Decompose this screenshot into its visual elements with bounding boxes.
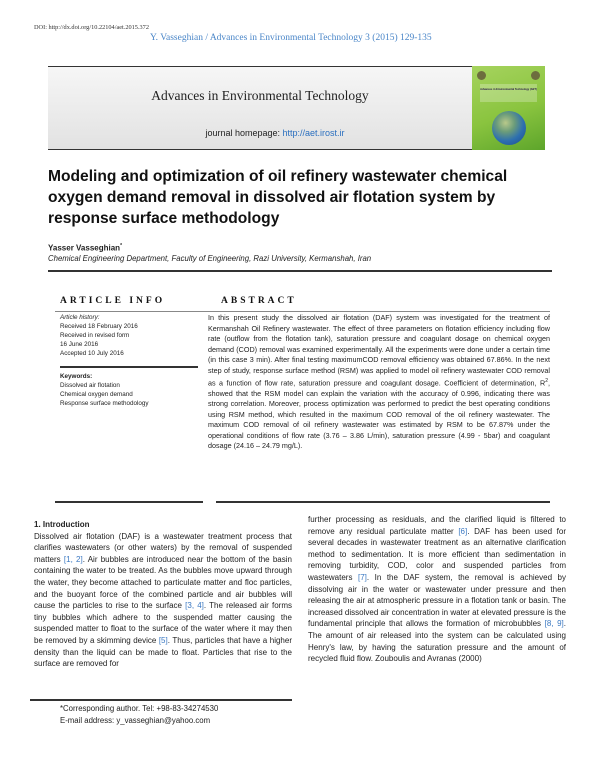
emblem-icon: [477, 71, 486, 80]
citation-link[interactable]: [3, 4]: [185, 601, 204, 611]
abstract-text: In this present study the dissolved air flotation (DAF) system was investigated for the treatment of Kermanshah Oil Refinery wastewater. The effect of three parameters on flotation efficiency including flow rate (outflow from the flotation tank), saturation pressure and coagulant dosage on chemical oxygen demand (COD) removal was examined experimentally. All the experiments were done under a certain time (in this case 3 min). After final testing maximumCOD removal efficiency was obtained 67.86%. In the next step of study, response surface method (RSM) was applied to model oil refinery wastewater COD removal as a function of flow rate, saturation pressure and coagulant dosage. Coefficient of determination, $R^2$, showed that the RSM model can explain the variation with the accuracy of 0.996, indicating there was strong correlation. Moreover, process optimization was performed to predict the best operating conditions using RSM method, which resulted in the maximum COD removal of the oil refinery wastewater. The maximum COD removal of oil refinery wastewater was estimated by RSM to be 67.87% under the operational conditions of flow rate (3.76 – 3.86 L/min), saturation pressure (4.99 - 5bar) and coagulant dosage (24.16 – 24.79 mg/L).: [208, 313, 550, 451]
emblem-icon: [531, 71, 540, 80]
author-name: Yasser Vasseghian*: [48, 243, 123, 253]
citation-link[interactable]: [1, 2]: [63, 554, 83, 564]
divider: [216, 501, 550, 503]
cover-title: Advances in Environmental Technology (AET): [480, 84, 537, 102]
homepage-link[interactable]: http://aet.irost.ir: [282, 128, 345, 138]
journal-homepage: [48, 128, 472, 138]
keywords: Keywords: Dissolved air flotation Chemical oxygen demand Response surface methodology: [60, 373, 149, 407]
article-title: Modeling and optimization of oil refinery wastewater chemical oxygen demand removal in dissolved air flotation system by response surface methodology: [48, 168, 508, 227]
footnote-divider: [30, 699, 292, 701]
citation-link[interactable]: [7]: [357, 572, 367, 582]
author-affiliation: Chemical Engineering Department, Faculty of Engineering, Razi University, Kermanshah, Iran: [48, 254, 372, 263]
abstract-heading: ABSTRACT: [221, 296, 297, 306]
homepage-label: journal homepage:: [205, 128, 283, 138]
divider: [55, 501, 203, 503]
running-head: Y. Vasseghian / Advances in Environmental Technology 3 (2015) 129-135: [150, 33, 432, 43]
intro-left-column: 1. Introduction Dissolved air flotation (DAF) is a wastewater treatment process that clarifies wastewaters (or other waters) by the removal of suspended matters [1, 2]. Air bubbles are introduced near the bottom of the basin containing the water to be treated. As the bubbles move upward through the water, they become attached to particulate matter and floc particles, and the buoyant force of the combined particle and air bubbles will cause the particles to rise to the surface [3, 4]. The released air forms tiny bubbles which adhere to the suspended matter causing the suspended matter to float to the surface of the water where it may then be removed by a skimming device [5]. Thus, particles that have a higher density than the liquid can be made to float. Particles that rise to the surface are removed for: [34, 520, 292, 669]
section-heading: 1. Introduction: [34, 520, 90, 529]
citation-link[interactable]: [5]: [158, 635, 168, 645]
citation-link[interactable]: [8, 9]: [544, 619, 564, 629]
globe-icon: [492, 111, 526, 145]
article-history: Article history: Received 18 February 2016 Received in revised form 16 June 2016 Accepted 10 July 2016: [60, 314, 138, 357]
footnote: *Corresponding author. Tel: +98-83-34274530 E-mail address: y_vasseghian@yahoo.com: [60, 704, 219, 725]
intro-right-column: further processing as residuals, and the clarified liquid is filtered to remove any residual particulate matter [6]. DAF has been used for several decades in wastewater treatment as an alternative clarification method to sedimentation. It is more efficient than sedimentation in removing turbidity, COD, color and suspended particles from wastewaters [7]. In the DAF system, the removal is achieved by dissolving air in the water or wastewater under pressure and then releasing the air at atmospheric pressure in a flotation tank or basin. The increased dissolved air concentration in water at elevated pressure is the fundamental principle that allows the formation of microbubbles [8, 9]. The amount of air released into the system can be calculated using Henry's law, by having the saturation pressure and the amount of recycled fluid flow. Zouboulis and Avranas (2000): [308, 515, 566, 664]
divider: [55, 311, 550, 312]
citation-link[interactable]: [6]: [458, 526, 468, 536]
doi-line: DOI: http://dx.doi.org/10.22104/aet.2015.372: [34, 24, 149, 31]
divider: [60, 366, 198, 368]
journal-cover-image: [472, 66, 545, 150]
journal-name: Advances in Environmental Technology: [151, 88, 369, 103]
divider: [48, 270, 552, 272]
article-info-heading: ARTICLE INFO: [60, 296, 166, 306]
